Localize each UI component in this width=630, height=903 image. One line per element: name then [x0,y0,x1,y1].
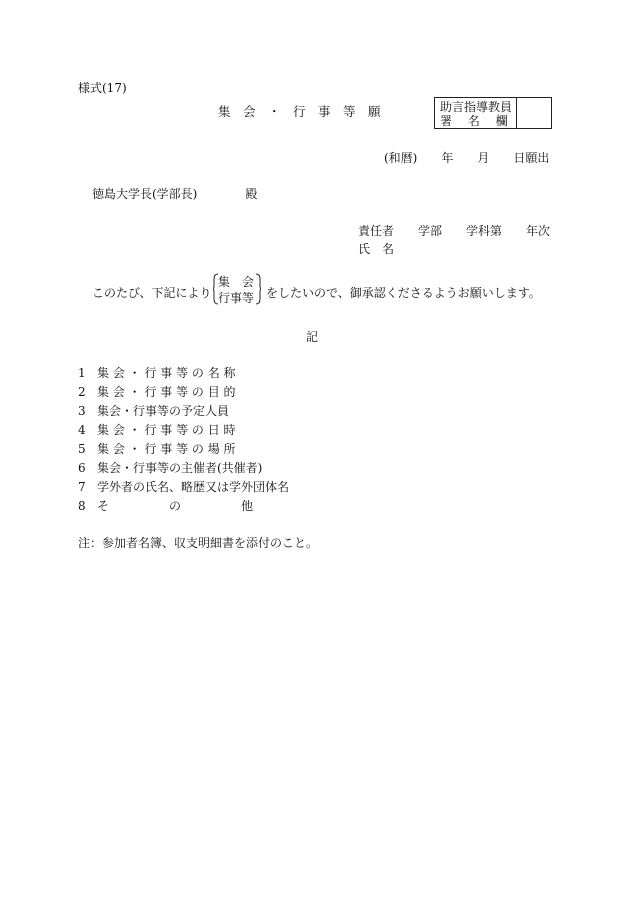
list-item [78,386,236,398]
responsible-person-line: 責任者 学部 学科第 年次 [358,224,551,238]
date-line: (和暦) 年 月 日願出 [384,151,550,165]
list-item [78,500,253,512]
advisor-label-line2: 署 名 欄 [440,114,508,128]
item-text: そ の 他 [97,499,254,513]
request-lead-text: このたび、下記により [92,286,212,300]
advisor-signature-label [435,98,517,128]
list-item [78,367,236,379]
item-number: 2 [78,385,86,399]
list-item [78,405,229,417]
attachment-note: 注：参加者名簿、収支明細書を添付のこと。 [78,536,319,550]
item-number: 5 [78,442,86,456]
item-text: 集 会 ・ 行 事 等 の 名 称 [97,366,236,380]
brace-option-event: 行事等 [218,291,255,305]
name-line: 氏 名 [358,242,395,256]
ki-heading: 記 [306,330,319,344]
list-item [78,443,236,455]
item-text: 集会・行事等の予定人員 [97,404,230,418]
item-number: 1 [78,366,86,380]
item-number: 6 [78,461,86,475]
item-text: 学外者の氏名、略歴又は学外団体名 [97,480,290,494]
brace-option-meeting: 集 会 [218,275,255,289]
request-rest-text: をしたいので、御承認くださるようお願いします。 [266,286,541,300]
advisor-label-line1: 助言指導教員 [440,100,513,114]
item-number: 7 [78,480,86,494]
item-text: 集 会 ・ 行 事 等 の 場 所 [97,442,236,456]
item-text: 集 会 ・ 行 事 等 の 日 時 [97,423,236,437]
item-number: 3 [78,404,86,418]
form-number: 様式(17) [78,81,127,95]
document-title: 集 会 ・ 行 事 等 願 [218,104,381,119]
list-item [78,424,236,436]
addressee: 徳島大学長(学部長) 殿 [92,187,258,201]
item-number: 8 [78,499,86,513]
item-text: 集 会 ・ 行 事 等 の 目 的 [97,385,236,399]
list-item [78,462,262,474]
item-number: 4 [78,423,86,437]
advisor-signature-box [434,97,552,129]
item-text: 集会・行事等の主催者(共催者) [97,461,263,475]
list-item [78,481,289,493]
advisor-signature-field[interactable] [517,98,551,128]
